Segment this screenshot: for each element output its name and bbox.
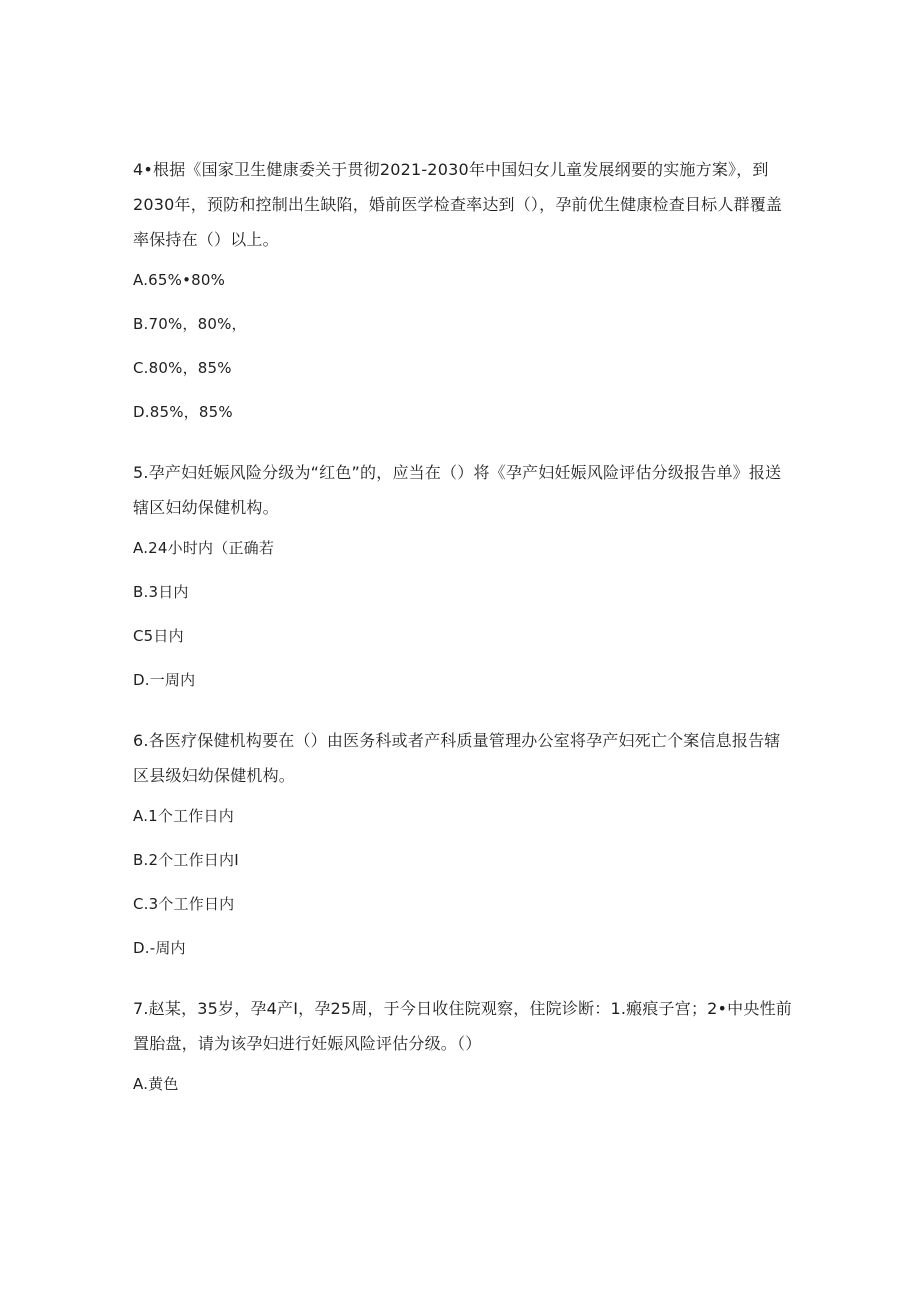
spacer: [133, 979, 793, 991]
option-d: D.85%，85%: [133, 403, 233, 421]
option-a: A.黄色: [133, 1075, 179, 1093]
option-b: B.3日内: [133, 583, 189, 601]
question-text: 6.各医疗保健机构要在（）由医务科或者产科质量管理办公室将孕产妇死亡个案信息报告辖区县级妇幼保健机构。: [133, 731, 781, 785]
option-a: A.65%•80%: [133, 271, 226, 289]
question-6: [133, 723, 793, 961]
option-c: C.3个工作日内: [133, 895, 235, 913]
question-text: 5.孕产妇妊娠风险分级为“红色”的，应当在（）将《孕产妇妊娠风险评估分级报告单》报送辖区妇幼保健机构。: [133, 463, 782, 517]
option-d: D.-周内: [133, 939, 186, 957]
document-page: [133, 152, 793, 1115]
option-c: C.80%，85%: [133, 359, 232, 377]
option-a: A.1个工作日内: [133, 807, 234, 825]
spacer: [133, 443, 793, 455]
question-4: [133, 152, 793, 425]
question-text: 4•根据《国家卫生健康委关于贯彻2021-2030年中国妇女儿童发展纲要的实施方案》，到2030年，预防和控制出生缺陷，婚前医学检查率达到（），孕前优生健康检查目标人群覆盖率保持在（）以上。: [133, 160, 783, 249]
spacer: [133, 711, 793, 723]
question-text: 7.赵某，35岁，孕4产I，孕25周，于今日收住院观察，住院诊断：1.瘢痕子宫；2•中央性前置胎盘，请为该孕妇进行妊娠风险评估分级。（）: [133, 999, 792, 1053]
option-d: D.一周内: [133, 671, 196, 689]
question-5: [133, 455, 793, 693]
option-a: A.24小时内（正确若: [133, 539, 275, 557]
question-7: [133, 991, 793, 1097]
option-c: C5日内: [133, 627, 184, 645]
option-b: B.70%，80%，: [133, 315, 247, 333]
option-b: B.2个工作日内I: [133, 851, 239, 869]
